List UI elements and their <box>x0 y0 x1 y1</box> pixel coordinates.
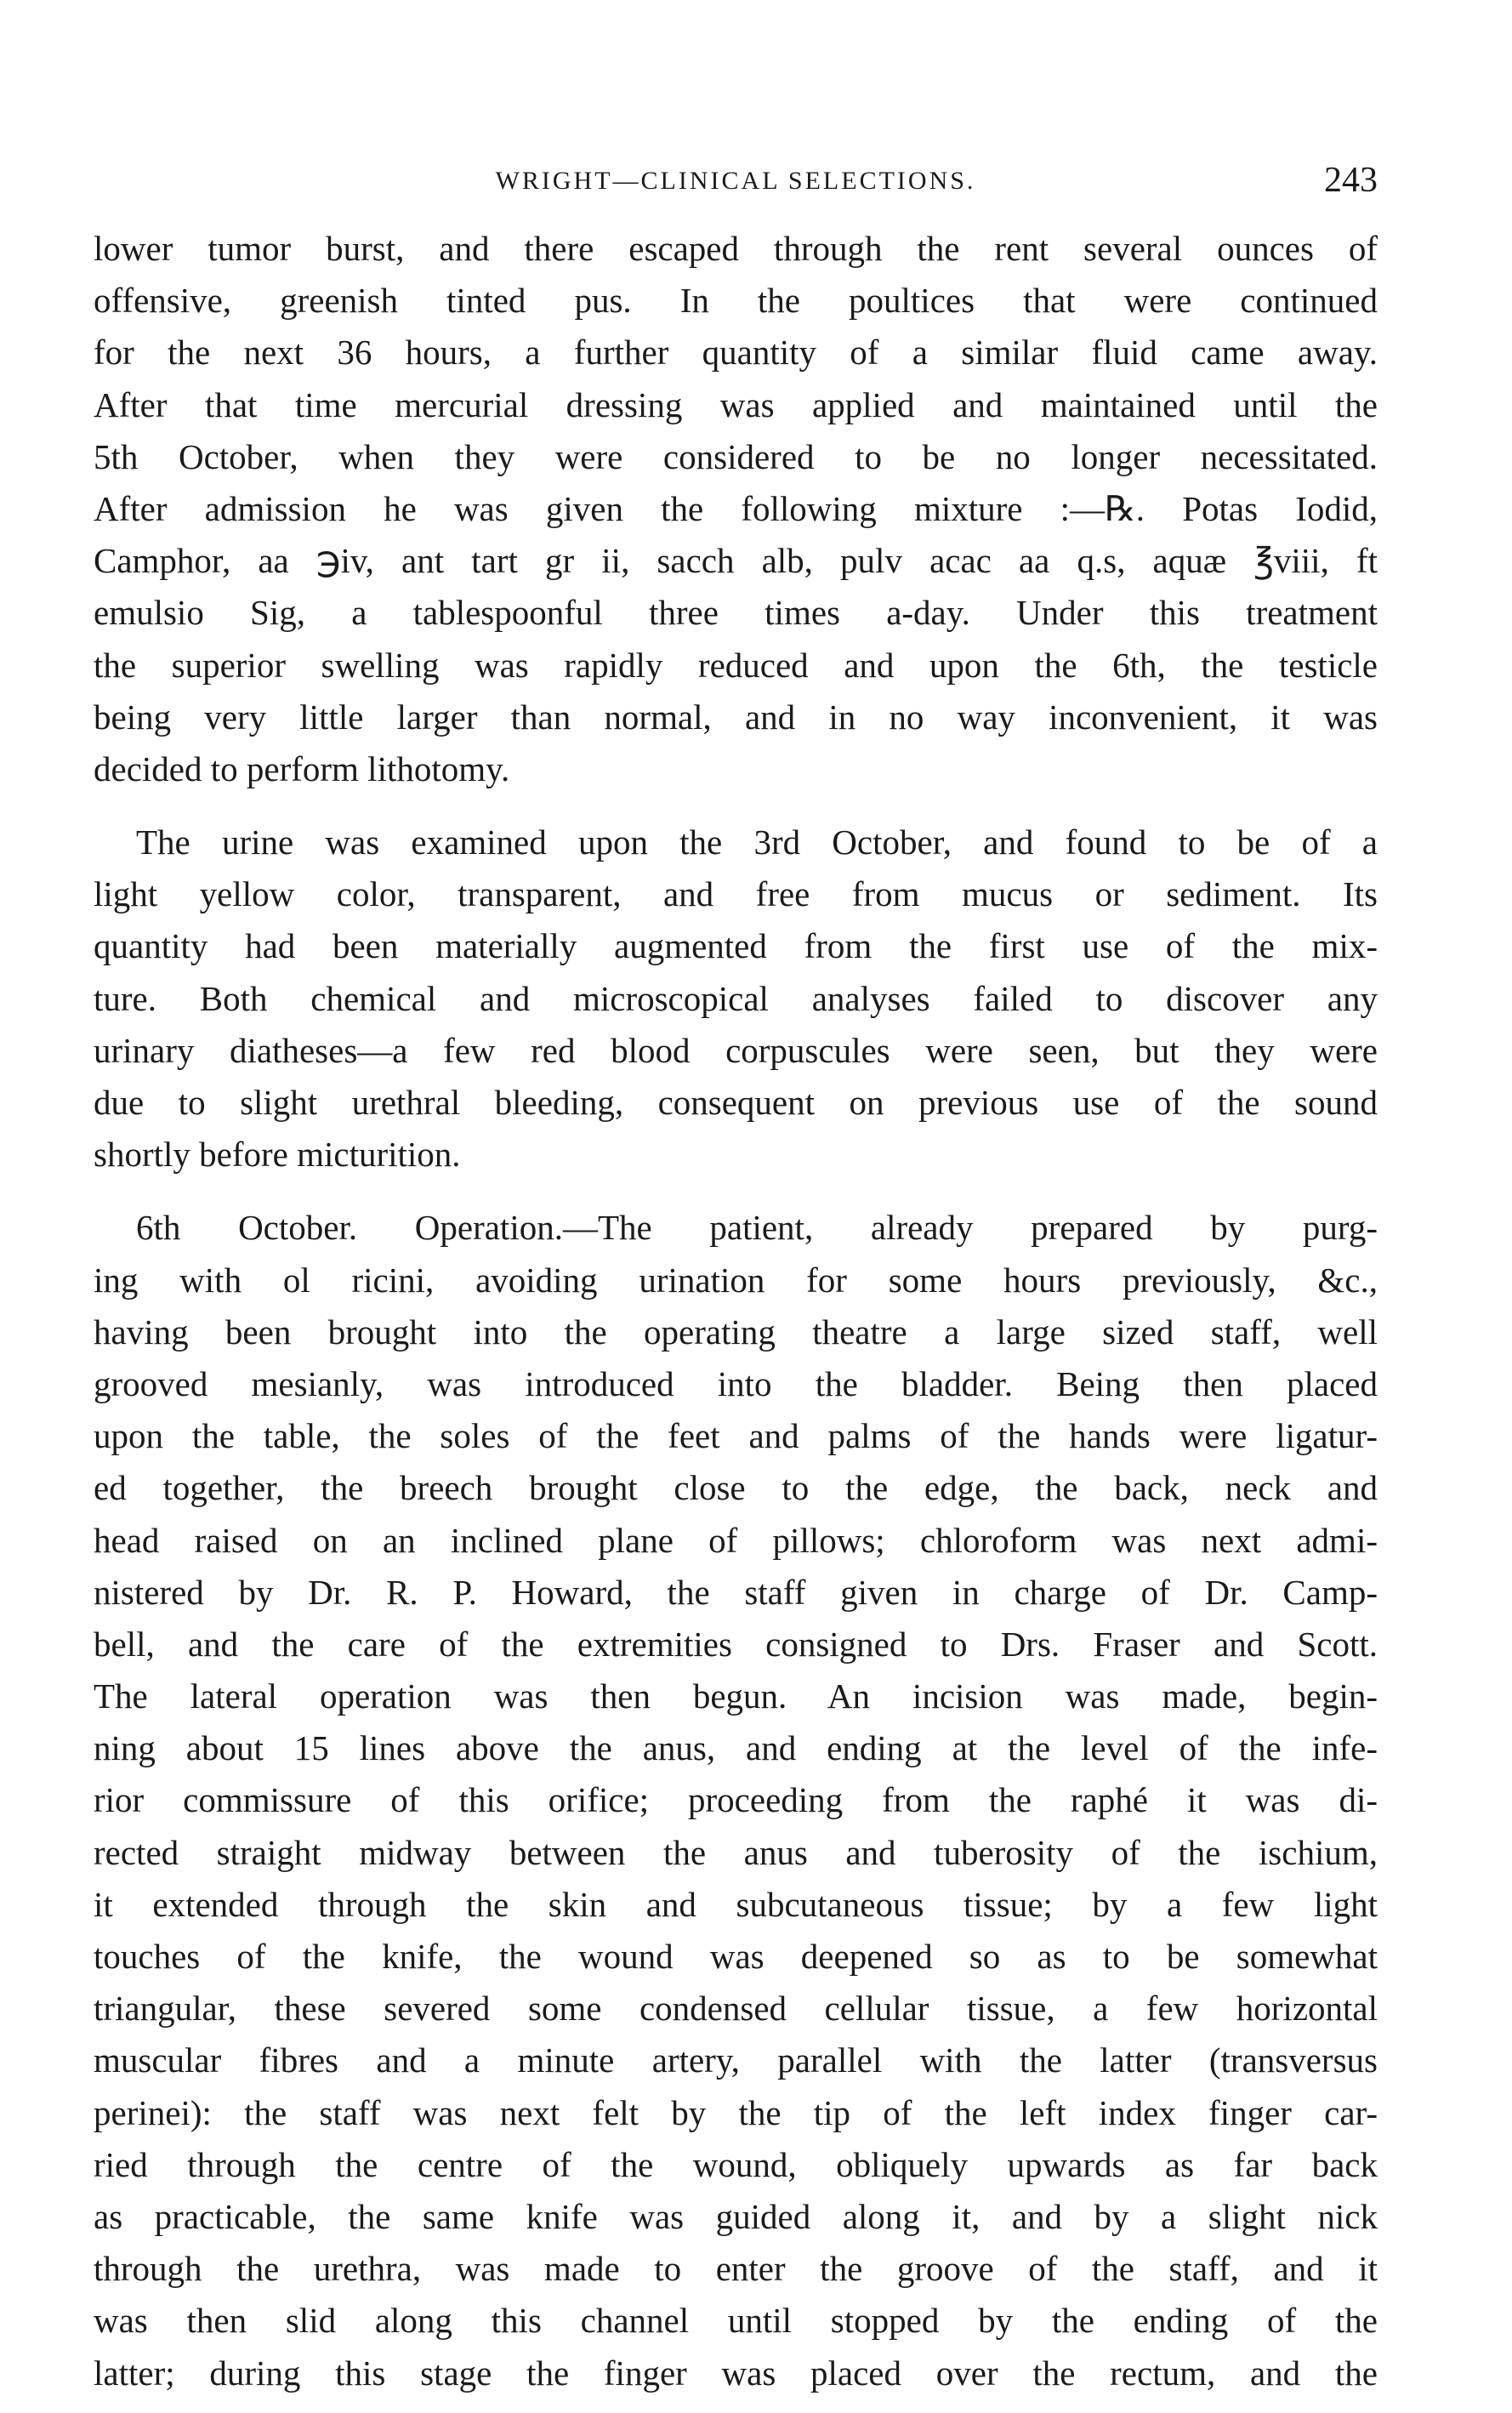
text-line: After admission he was given the following mixture :—℞. Potas Iodid, <box>94 488 1378 528</box>
text-line: head raised on an inclined plane of pillows; chloroform was next admi- <box>94 1520 1378 1560</box>
text-line: rected straight midway between the anus and tuberosity of the ischium, <box>94 1832 1378 1872</box>
text-line: having been brought into the operating theatre a large sized staff, well <box>94 1312 1378 1352</box>
text-line: rior commissure of this orifice; proceeding from the raphé it was di- <box>94 1780 1378 1820</box>
paragraph <box>94 223 1378 795</box>
text-line: muscular fibres and a minute artery, parallel with the latter (transversus <box>94 2040 1378 2080</box>
text-line: 6th October. Operation.—The patient, already prepared by purg- <box>136 1208 1378 1248</box>
text-line: ning about 15 lines above the anus, and ending at the level of the infe- <box>94 1728 1378 1768</box>
paragraph-gap <box>94 795 1378 817</box>
text-line: touches of the knife, the wound was deepened so as to be somewhat <box>94 1937 1378 1976</box>
text-line: nistered by Dr. R. P. Howard, the staff given in charge of Dr. Camp- <box>94 1572 1378 1612</box>
text-line: grooved mesianly, was introduced into the bladder. Being then placed <box>94 1363 1378 1403</box>
text-line: lower tumor burst, and there escaped through the rent several ounces of <box>94 229 1378 268</box>
text-line: The lateral operation was then begun. An incision was made, begin- <box>94 1676 1378 1716</box>
text-line: shortly before micturition. <box>94 1135 461 1175</box>
running-head <box>94 160 1378 211</box>
paragraph-gap <box>94 1181 1378 1202</box>
text-line: urinary diatheses—a few red blood corpuscules were seen, but they were <box>94 1030 1378 1070</box>
page-number: 243 <box>1324 161 1378 200</box>
text-line: ried through the centre of the wound, obliquely upwards as far back <box>94 2144 1378 2184</box>
running-title: WRIGHT—CLINICAL SELECTIONS. <box>495 167 976 195</box>
text-line: decided to perform lithotomy. <box>94 748 510 788</box>
text-line: being very little larger than normal, and in no way inconvenient, it was <box>94 697 1378 737</box>
text-line: for the next 36 hours, a further quantity of a similar fluid came away. <box>94 333 1378 373</box>
text-line: latter; during this stage the finger was placed over the rectum, and the <box>94 2353 1378 2393</box>
text-line: bell, and the care of the extremities consigned to Drs. Fraser and Scott. <box>94 1624 1378 1664</box>
text-line: through the urethra, was made to enter the groove of the staff, and it <box>94 2249 1378 2289</box>
text-line: perinei): the staff was next felt by the tip of the left index finger car- <box>94 2092 1378 2132</box>
text-line: emulsio Sig, a tablespoonful three times a-day. Under this treatment <box>94 593 1378 633</box>
text-line: ing with ol ricini, avoiding urination for some hours previously, &c., <box>94 1260 1378 1300</box>
text-line: ture. Both chemical and microscopical analyses failed to discover any <box>94 978 1378 1018</box>
text-line: offensive, greenish tinted pus. In the poultices that were continued <box>94 281 1378 321</box>
text-line: the superior swelling was rapidly reduced and upon the 6th, the testicle <box>94 645 1378 685</box>
text-line: due to slight urethral bleeding, consequent on previous use of the sound <box>94 1083 1378 1122</box>
text-line: ed together, the breech brought close to the edge, the back, neck and <box>94 1468 1378 1508</box>
text-line: light yellow color, transparent, and free from mucus or sediment. Its <box>94 874 1378 914</box>
text-line: Camphor, aa ℈iv, ant tart gr ii, sacch alb, pulv acac aa q.s, aquæ ℥viii, ft <box>94 541 1378 581</box>
paragraph <box>94 817 1378 1181</box>
text-line: quantity had been materially augmented from the first use of the mix- <box>94 926 1378 966</box>
text-line: 5th October, when they were considered to be no longer necessitated. <box>94 436 1378 476</box>
text-line: it extended through the skin and subcutaneous tissue; by a few light <box>94 1884 1378 1924</box>
text-line: was then slid along this channel until stopped by the ending of the <box>94 2301 1378 2341</box>
text-line: After that time mercurial dressing was applied and maintained until the <box>94 384 1378 424</box>
text-line: upon the table, the soles of the feet and palms of the hands were ligatur- <box>94 1416 1378 1456</box>
body-text <box>94 223 1378 2399</box>
text-line: The urine was examined upon the 3rd October, and found to be of a <box>136 822 1378 862</box>
text-line: as practicable, the same knife was guided along it, and by a slight nick <box>94 2196 1378 2236</box>
paragraph <box>94 1202 1378 2399</box>
text-line: triangular, these severed some condensed cellular tissue, a few horizontal <box>94 1989 1378 2029</box>
